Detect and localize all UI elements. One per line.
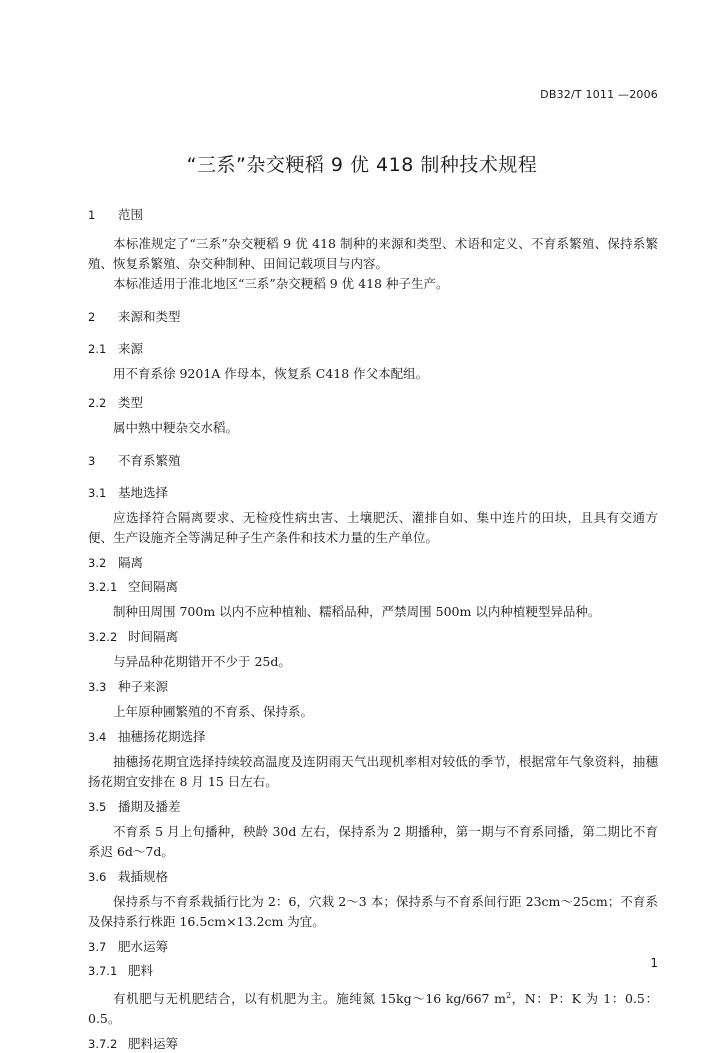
section-number: 2.2: [88, 396, 107, 410]
section-title: 抽穗扬花期选择: [118, 729, 206, 744]
section-title: 不育系繁殖: [118, 453, 181, 468]
section-number: 3.5: [88, 800, 107, 814]
subsection-heading: [88, 798, 658, 816]
subsection-heading: [88, 578, 658, 596]
subsection-heading: [88, 868, 658, 886]
subsection-heading: [88, 938, 658, 956]
section-title: 栽插规格: [118, 869, 169, 884]
section-number: 3.2.1: [88, 580, 118, 594]
section-number: 3: [88, 454, 96, 468]
paragraph: 制种田周围 700m 以内不应种植籼、糯稻品种，严禁周围 500m 以内种植粳型异品种。: [113, 604, 601, 619]
paragraph: 应选择符合隔离要求、无检疫性病虫害、土壤肥沃、灌排自如、集中连片的田块，且具有交通方便、生产设施齐全等满足种子生产条件和技术力量的生产单位。: [88, 510, 658, 545]
page-number: 1: [650, 956, 658, 970]
paragraph: 用不育系徐 9201A 作母本，恢复系 C418 作父本配组。: [113, 366, 429, 381]
paragraph: 本标准适用于淮北地区“三系”杂交粳稻 9 优 418 种子生产。: [113, 276, 449, 291]
section-title: 种子来源: [118, 679, 169, 694]
document-title: “三系”杂交粳稻 9 优 418 制种技术规程: [186, 154, 538, 176]
paragraph: 上年原种圃繁殖的不育系、保持系。: [113, 704, 314, 719]
subsection-heading: [88, 484, 658, 502]
superscript: 2: [505, 991, 512, 1000]
section-title: 隔离: [118, 555, 144, 570]
section-title: 空间隔离: [128, 579, 179, 594]
section-title: 类型: [118, 395, 144, 410]
section-title: 肥水运筹: [118, 939, 169, 954]
section-title: 肥料: [128, 963, 154, 978]
subsection-heading: [88, 678, 658, 696]
section-number: 3.2: [88, 556, 107, 570]
subsection-heading: [88, 394, 658, 412]
paragraph-text: ，N：P：K 为 1：0.5：0.5。: [88, 991, 658, 1027]
section-title: 播期及播差: [118, 799, 181, 814]
section-title: 来源: [118, 341, 144, 356]
section-heading: [88, 206, 658, 224]
section-number: 3.6: [88, 870, 107, 884]
section-title: 范围: [118, 207, 144, 222]
subsection-heading: [88, 554, 658, 572]
subsection-heading: [88, 962, 658, 980]
section-number: 3.1: [88, 486, 107, 500]
section-title: 时间隔离: [128, 629, 179, 644]
section-heading: [88, 452, 658, 470]
section-number: 2: [88, 310, 96, 324]
section-number: 3.7: [88, 940, 107, 954]
paragraph: 本标准规定了“三系”杂交粳稻 9 优 418 制种的来源和类型、术语和定义、不育系繁殖、保持系繁殖、恢复系繁殖、杂交种制种、田间记载项目与内容。: [88, 236, 658, 271]
section-number: 3.7.2: [88, 1037, 118, 1052]
subsection-heading: [88, 728, 658, 746]
section-heading: [88, 308, 658, 326]
paragraph: [88, 986, 658, 1029]
section-number: 3.4: [88, 730, 107, 744]
paragraph: 不育系 5 月上旬播种，秧龄 30d 左右，保持系为 2 期播种，第一期与不育系同播，第二期比不育系迟 6d～7d。: [88, 824, 658, 859]
paragraph: 与异品种花期错开不少于 25d。: [113, 654, 291, 669]
subsection-heading: [88, 628, 658, 646]
subsection-heading: [88, 1035, 658, 1053]
document-code: DB32/T 1011 —2006: [540, 88, 658, 101]
subsection-heading: [88, 340, 658, 358]
section-number: 3.7.1: [88, 964, 118, 978]
paragraph: 保持系与不育系栽插行比为 2：6，穴栽 2～3 本；保持系与不育系间行距 23cm～25cm；不育系及保持系行株距 16.5cm×13.2cm 为宜。: [88, 894, 658, 929]
document-body: [88, 206, 658, 1053]
section-number: 3.2.2: [88, 630, 118, 644]
section-number: 2.1: [88, 342, 107, 356]
section-title: 肥料运筹: [128, 1036, 179, 1052]
section-number: 1: [88, 208, 96, 222]
paragraph-text: 有机肥与无机肥结合，以有机肥为主。施纯氮 15kg～16 kg/667 m: [113, 991, 506, 1007]
section-title: 来源和类型: [118, 309, 181, 324]
paragraph: 抽穗扬花期宜选择持续较高温度及连阴雨天气出现机率相对较低的季节，根据常年气象资料，抽穗扬花期宜安排在 8 月 15 日左右。: [88, 754, 658, 789]
section-number: 3.3: [88, 680, 107, 694]
section-title: 基地选择: [118, 485, 169, 500]
paragraph: 属中熟中粳杂交水稻。: [113, 420, 239, 435]
